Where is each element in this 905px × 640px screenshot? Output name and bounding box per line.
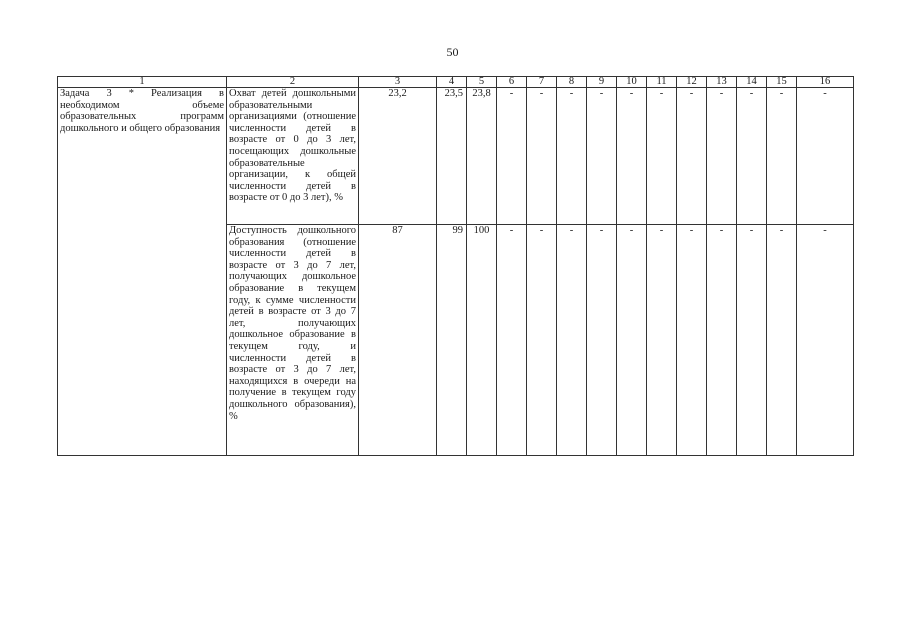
header-cell: 5 [467, 77, 497, 88]
value-cell: - [557, 225, 587, 456]
value-cell: - [797, 88, 854, 225]
table-row [58, 88, 854, 225]
value-cell: - [587, 88, 617, 225]
value-cell: - [617, 225, 647, 456]
header-cell: 10 [617, 77, 647, 88]
header-row [58, 77, 854, 88]
header-cell: 1 [58, 77, 227, 88]
value-cell: 99 [437, 225, 467, 456]
header-cell: 16 [797, 77, 854, 88]
header-cell: 13 [707, 77, 737, 88]
value-cell: - [587, 225, 617, 456]
value-cell: - [647, 88, 677, 225]
indicator-table [57, 76, 854, 456]
header-cell: 6 [497, 77, 527, 88]
indicator-cell: Доступность дошкольного образования (отношение численности детей в возрасте от 3 до 7 лет, получающих дошкольное образование в текущем году, к сумме численности детей в возрасте от 3 до 7 лет, получающих дошкольное образование в текущем году, и численности детей в возрасте от 3 до 7 лет, находящихся в очереди на получение в текущем году дошкольного образования), % [227, 225, 359, 456]
value-cell: - [677, 225, 707, 456]
header-cell: 2 [227, 77, 359, 88]
value-cell: - [497, 88, 527, 225]
value-cell: - [527, 88, 557, 225]
header-cell: 7 [527, 77, 557, 88]
header-cell: 11 [647, 77, 677, 88]
header-cell: 12 [677, 77, 707, 88]
value-cell: - [767, 225, 797, 456]
value-cell: - [797, 225, 854, 456]
value-cell: 23,5 [437, 88, 467, 225]
value-cell: - [617, 88, 647, 225]
indicator-cell: Охват детей дошкольными образовательными организациями (отношение численности детей в возрасте от 0 до 3 лет, посещающих дошкольные образовательные организации, к общей численности детей в возрасте от 0 до 3 лет), % [227, 88, 359, 225]
value-cell: - [677, 88, 707, 225]
page-number: 50 [446, 45, 459, 59]
value-cell: 23,8 [467, 88, 497, 225]
header-cell: 8 [557, 77, 587, 88]
header-cell: 4 [437, 77, 467, 88]
value-cell: - [647, 225, 677, 456]
header-cell: 14 [737, 77, 767, 88]
value-cell: - [737, 225, 767, 456]
value-cell: - [707, 88, 737, 225]
value-cell: - [707, 225, 737, 456]
value-cell: - [557, 88, 587, 225]
value-cell: 23,2 [359, 88, 437, 225]
value-cell: - [737, 88, 767, 225]
header-cell: 3 [359, 77, 437, 88]
task-cell: Задача 3 * Реализация в необходимом объеме образовательных программ дошкольного и общего образования [58, 88, 227, 456]
value-cell: - [527, 225, 557, 456]
header-cell: 9 [587, 77, 617, 88]
header-cell: 15 [767, 77, 797, 88]
value-cell: 87 [359, 225, 437, 456]
value-cell: - [497, 225, 527, 456]
value-cell: - [767, 88, 797, 225]
value-cell: 100 [467, 225, 497, 456]
